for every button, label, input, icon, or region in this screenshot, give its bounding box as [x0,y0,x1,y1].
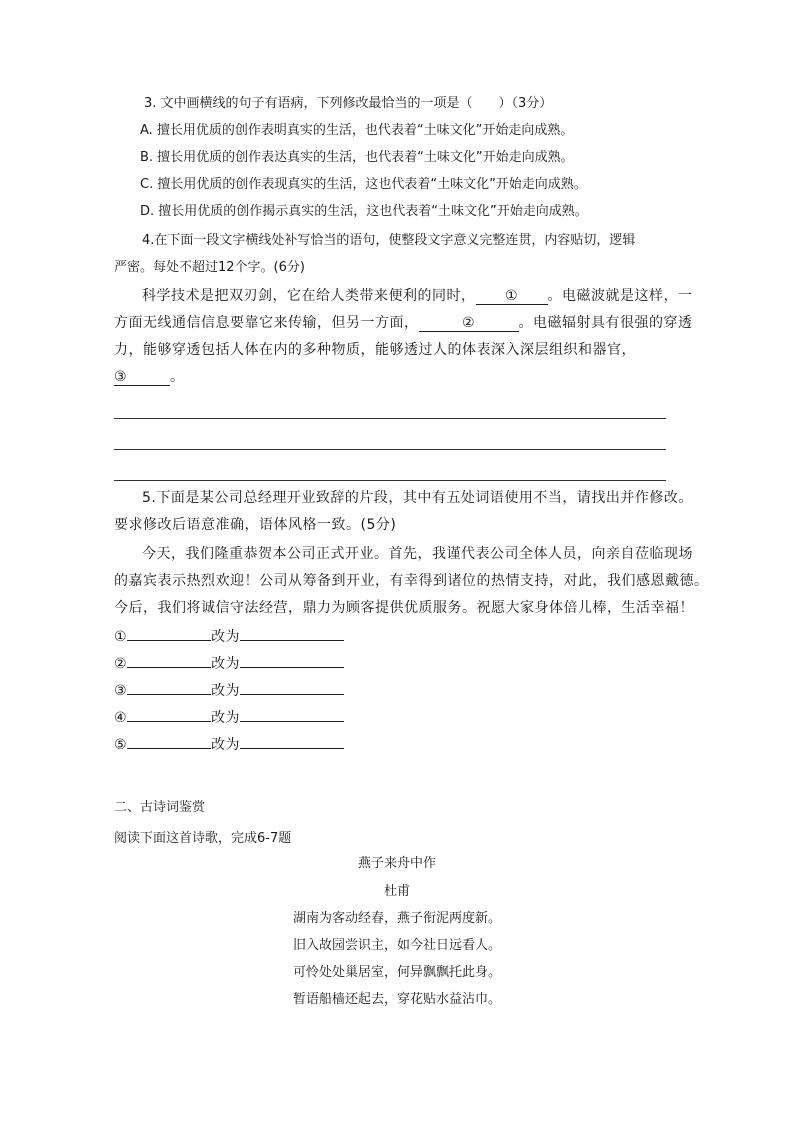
q5-revision-blank[interactable] [240,707,344,722]
q4-blank-2[interactable]: ② [419,315,519,332]
q5-paragraph-line3: 今后，我们将诚信守法经营，鼎力为顾客提供优质服务。祝愿大家身体倍儿棒，生活幸福！ [114,600,694,616]
section2-instruction: 阅读下面这首诗歌，完成6-7题 [114,831,292,846]
q4-text-1a: 科学技术是把双刃剑，它在给人类带来便利的同时， [142,288,476,304]
q5-answer-row-5 [114,734,344,755]
q5-answer-row-2 [114,653,344,674]
q4-paragraph-line1 [142,286,693,306]
poem-author: 杜甫 [383,884,410,899]
poem-line-4: 暂语船樯还起去，穿花贴水益沾巾。 [292,992,501,1007]
q3-option-c: C. 擅长用优质的创作表现真实的生活，这也代表着“土味文化”开始走向成熟。 [140,177,587,192]
section2-heading: 二、古诗词鉴赏 [114,800,206,815]
q5-original-blank[interactable] [127,680,211,695]
q5-answer-row-4 [114,707,344,728]
poem-line-3: 可怜处处巢居室，何异飘飘托此身。 [292,965,501,980]
answer-line-1[interactable] [114,418,666,419]
q4-blank-3[interactable]: ③ [114,369,170,386]
q4-stem-line1: 4.在下面一段文字横线处补写恰当的语句，使整段文字意义完整连贯，内容贴切，逻辑 [142,233,636,248]
q4-paragraph-line3: 力，能够穿透包括人体在内的多种物质，能够透过人的体表深入深层组织和器官， [114,342,636,358]
q4-text-2b: 。电磁辐射具有很强的穿透 [518,315,693,331]
q5-item-number: ⑤ [114,737,128,753]
q5-change-label: 改为 [211,710,241,726]
q5-revision-blank[interactable] [240,734,344,749]
answer-line-3[interactable] [114,480,666,481]
q5-revision-blank[interactable] [240,626,344,641]
q3-option-b: B. 擅长用优质的创作表达真实的生活，也代表着“土味文化”开始走向成熟。 [140,150,574,165]
q3-option-d: D. 擅长用优质的创作揭示真实的生活，这也代表着“土味文化”开始走向成熟。 [140,204,588,219]
q4-text-4b: 。 [170,369,185,385]
q5-revision-blank[interactable] [240,680,344,695]
q5-answer-row-1 [114,626,344,647]
q5-change-label: 改为 [211,683,241,699]
q5-answer-row-3 [114,680,344,701]
q4-text-2a: 方面无线通信信息要靠它来传输，但另一方面， [114,315,419,331]
q5-revision-blank[interactable] [240,653,344,668]
q5-original-blank[interactable] [127,734,211,749]
q5-item-number: ④ [114,710,128,726]
q3-stem: 3. 文中画横线的句子有语病，下列修改最恰当的一项是（ ）（3分） [144,96,553,111]
q5-item-number: ② [114,656,128,672]
q5-change-label: 改为 [211,656,241,672]
q5-item-number: ③ [114,683,128,699]
q4-paragraph-line4 [114,367,185,387]
q5-paragraph-line1: 今天，我们隆重恭贺本公司正式开业。首先，我谨代表公司全体人员，向亲自莅临现场 [142,546,693,562]
q5-original-blank[interactable] [127,653,211,668]
q4-blank-1[interactable]: ① [476,288,548,305]
q5-item-number: ① [114,629,128,645]
answer-line-2[interactable] [114,449,666,450]
q5-stem-line1: 5.下面是某公司总经理开业致辞的片段，其中有五处词语使用不当，请找出并作修改。 [142,490,693,506]
q4-stem-line2: 严密。每处不超过12个字。(6分) [114,260,305,275]
q5-stem-line2: 要求修改后语意准确，语体风格一致。(5分) [114,517,397,533]
poem-title: 燕子来舟中作 [357,856,436,871]
q4-paragraph-line2 [114,313,693,333]
q5-original-blank[interactable] [127,626,211,641]
q5-paragraph-line2: 的嘉宾表示热烈欢迎！公司从筹备到开业，有幸得到诸位的热情支持，对此，我们感恩戴德。 [114,573,709,589]
q3-option-a: A. 擅长用优质的创作表明真实的生活，也代表着“土味文化”开始走向成熟。 [140,123,574,138]
q4-text-1b: 。电磁波就是这样，一 [547,288,693,304]
poem-line-2: 旧入故园尝识主，如今社日远看人。 [292,938,501,953]
q5-change-label: 改为 [211,629,241,645]
q5-original-blank[interactable] [127,707,211,722]
q5-change-label: 改为 [211,737,241,753]
poem-line-1: 湖南为客动经春，燕子衔泥两度新。 [292,911,501,926]
